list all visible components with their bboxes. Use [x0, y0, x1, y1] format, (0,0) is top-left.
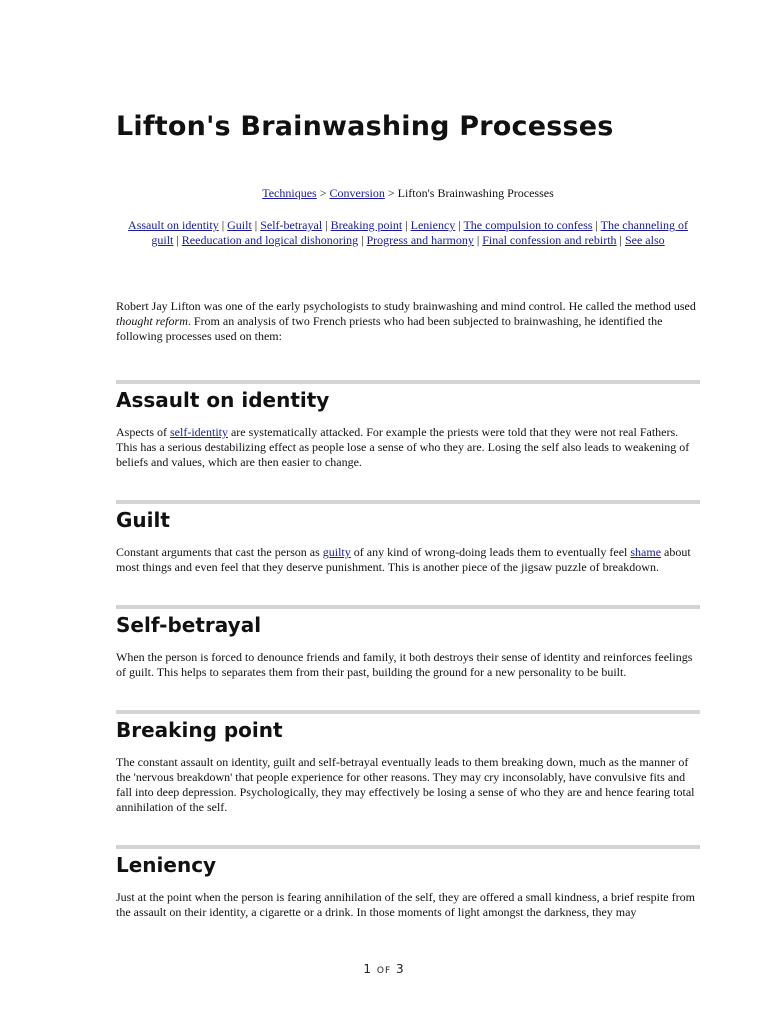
toc-separator: |: [173, 233, 182, 247]
section-breaking-point: [116, 710, 700, 815]
link-self-identity[interactable]: self-identity: [170, 425, 228, 439]
toc-link-final-confession[interactable]: Final confession and rebirth: [482, 233, 617, 247]
breadcrumb-current: Lifton's Brainwashing Processes: [397, 186, 554, 200]
breadcrumb-link-techniques[interactable]: Techniques: [262, 186, 317, 200]
toc-link-see-also[interactable]: See also: [624, 233, 665, 247]
section-leniency: [116, 845, 700, 920]
breadcrumb-separator: >: [316, 186, 330, 200]
intro-text: . From an analysis of two French priests who had been subjected to brainwashing, he identified the following processes used on them:: [116, 314, 663, 343]
toc-separator: |: [473, 233, 483, 247]
toc-link-compulsion-to-confess[interactable]: The compulsion to confess: [463, 218, 593, 232]
toc-separator: |: [455, 218, 464, 232]
breadcrumb-separator: >: [384, 186, 398, 200]
section-heading: Guilt: [116, 508, 170, 532]
section-heading: Leniency: [116, 853, 217, 877]
page-number: 1: [363, 962, 373, 976]
toc-separator: |: [616, 233, 625, 247]
page-counter: [0, 962, 768, 976]
paragraph-text: Aspects of: [116, 425, 170, 439]
toc-separator: |: [251, 218, 261, 232]
paragraph-text: of any kind of wrong-doing leads them to eventually feel: [350, 545, 631, 559]
toc-link-self-betrayal[interactable]: Self-betrayal: [260, 218, 323, 232]
section-heading: Assault on identity: [116, 388, 330, 412]
toc-link-channeling-of-guilt[interactable]: The channeling of guilt: [151, 218, 688, 247]
toc-link-reeducation[interactable]: Reeducation and logical dishonoring: [181, 233, 359, 247]
table-of-contents: [116, 218, 700, 248]
breadcrumb: [116, 186, 700, 201]
section-assault-on-identity: [116, 380, 700, 470]
toc-link-leniency[interactable]: Leniency: [410, 218, 456, 232]
section-divider: [116, 380, 700, 384]
section-paragraph: [116, 545, 700, 575]
intro-paragraph: [116, 299, 700, 344]
section-guilt: [116, 500, 700, 575]
toc-link-breaking-point[interactable]: Breaking point: [330, 218, 403, 232]
link-shame[interactable]: shame: [630, 545, 662, 559]
page-total: 3: [395, 962, 405, 976]
paragraph-text: about most things and even feel that they deserve punishment. This is another piece of the jigsaw puzzle of breakdown.: [116, 545, 691, 574]
paragraph-text: Constant arguments that cast the person as: [116, 545, 323, 559]
paragraph-text: are systematically attacked. For example the priests were told that they were not real Fathers. This has a serious destabilizing effect as people lose a sense of who they are. Losing the self also leads to weakening of beliefs and values, which are then easier to change.: [116, 425, 690, 469]
breadcrumb-link-conversion[interactable]: Conversion: [329, 186, 385, 200]
toc-link-progress-and-harmony[interactable]: Progress and harmony: [366, 233, 474, 247]
section-paragraph: [116, 425, 700, 470]
section-self-betrayal: [116, 605, 700, 680]
toc-separator: |: [358, 233, 367, 247]
link-guilty[interactable]: guilty: [322, 545, 351, 559]
section-divider: [116, 500, 700, 504]
toc-link-guilt[interactable]: Guilt: [227, 218, 252, 232]
section-heading: Breaking point: [116, 718, 283, 742]
toc-separator: |: [592, 218, 601, 232]
section-divider: [116, 605, 700, 609]
section-paragraph: When the person is forced to denounce friends and family, it both destroys their sense of identity and reinforces feelings of guilt. This helps to separates them from their past, building the ground for a new personality to be built.: [116, 650, 693, 679]
section-heading: Self-betrayal: [116, 613, 262, 637]
toc-link-assault-on-identity[interactable]: Assault on identity: [128, 218, 219, 232]
section-paragraph: The constant assault on identity, guilt and self-betrayal eventually leads to them breaking down, much as the manner of the 'nervous breakdown' that people experience for other reasons. They may cry inconsolably, have convulsive fits and fall into deep depression. Psychologically, they may effectively be losing a sense of who they are and hence fearing total annihilation of the self.: [116, 755, 695, 814]
toc-separator: |: [218, 218, 228, 232]
section-divider: [116, 710, 700, 714]
section-divider: [116, 845, 700, 849]
page-content: [116, 110, 700, 950]
page-title: Lifton's Brainwashing Processes: [116, 111, 614, 142]
section-paragraph: Just at the point when the person is fearing annihilation of the self, they are offered a small kindness, a brief respite from the assault on their identity, a cigarette or a drink. In those moments of light amongst the darkness, they may: [116, 890, 695, 919]
page-of-label: OF: [376, 966, 392, 976]
intro-text: Robert Jay Lifton was one of the early psychologists to study brainwashing and mind control. He called the method used: [116, 299, 696, 313]
toc-separator: |: [402, 218, 411, 232]
toc-separator: |: [322, 218, 331, 232]
intro-emphasis: thought reform: [116, 314, 188, 328]
